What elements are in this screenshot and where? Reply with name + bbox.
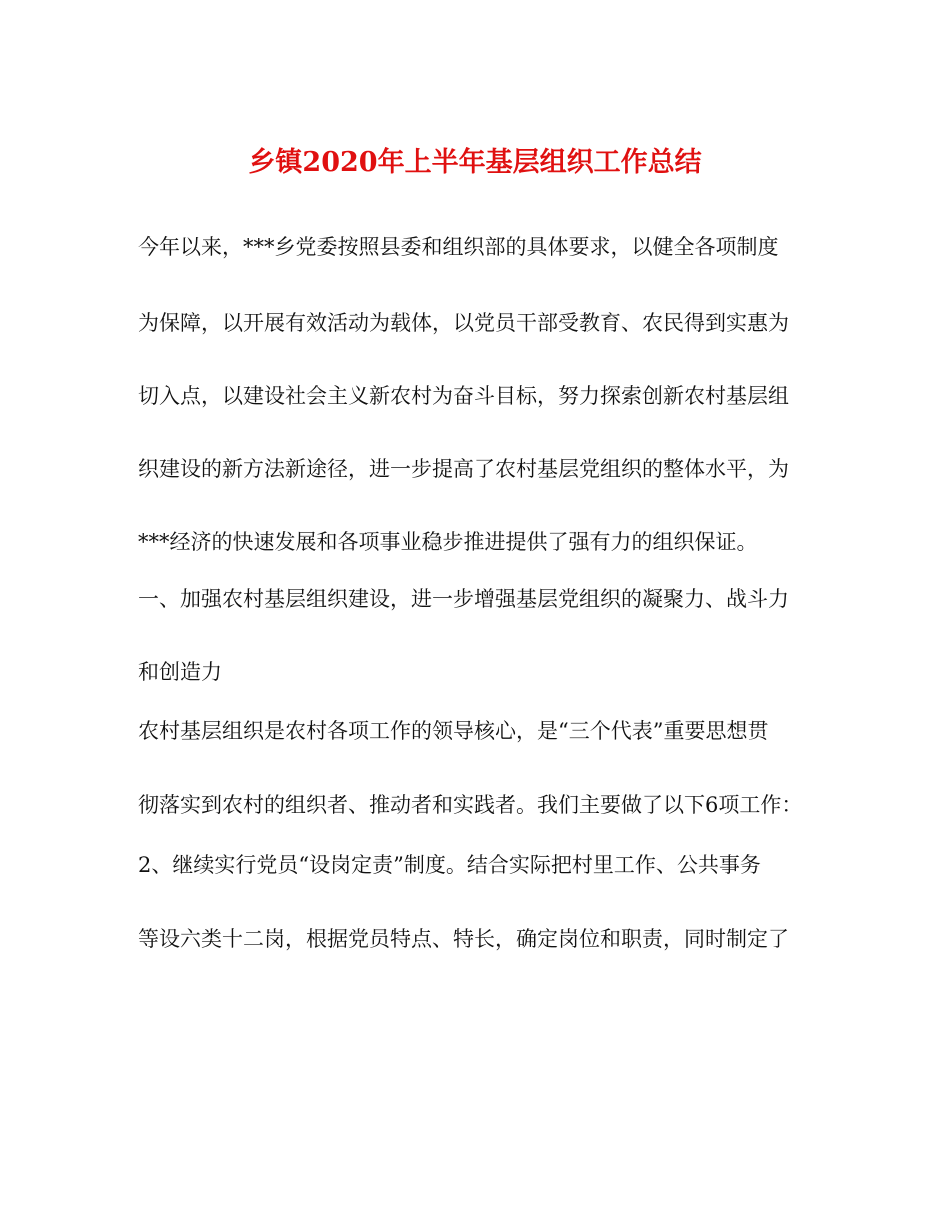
section-heading-line: 一、加强农村基层组织建设，进一步增强基层党组织的凝聚力、战斗力 [138,587,789,611]
body-line: 切入点，以建设社会主义新农村为奋斗目标，努力探索创新农村基层组 [138,384,789,408]
section-heading-line: 和创造力 [138,660,222,684]
document-title: 乡镇2020年上半年基层组织工作总结 [248,147,702,178]
body-line: 等设六类十二岗，根据党员特点、特长，确定岗位和职责，同时制定了 [138,927,789,951]
body-line: 为保障，以开展有效活动为载体，以党员干部受教育、农民得到实惠为 [138,311,789,335]
body-line: 织建设的新方法新途径，进一步提高了农村基层党组织的整体水平，为 [138,457,789,481]
body-line: 2、继续实行党员“设岗定责”制度。结合实际把村里工作、公共事务 [138,853,761,877]
body-line: 彻落实到农村的组织者、推动者和实践者。我们主要做了以下6项工作： [138,793,803,817]
body-line: ***经济的快速发展和各项事业稳步推进提供了强有力的组织保证。 [138,530,758,554]
body-line: 今年以来，***乡党委按照县委和组织部的具体要求，以健全各项制度 [138,235,779,259]
body-line: 农村基层组织是农村各项工作的领导核心，是“三个代表”重要思想贯 [138,719,769,743]
